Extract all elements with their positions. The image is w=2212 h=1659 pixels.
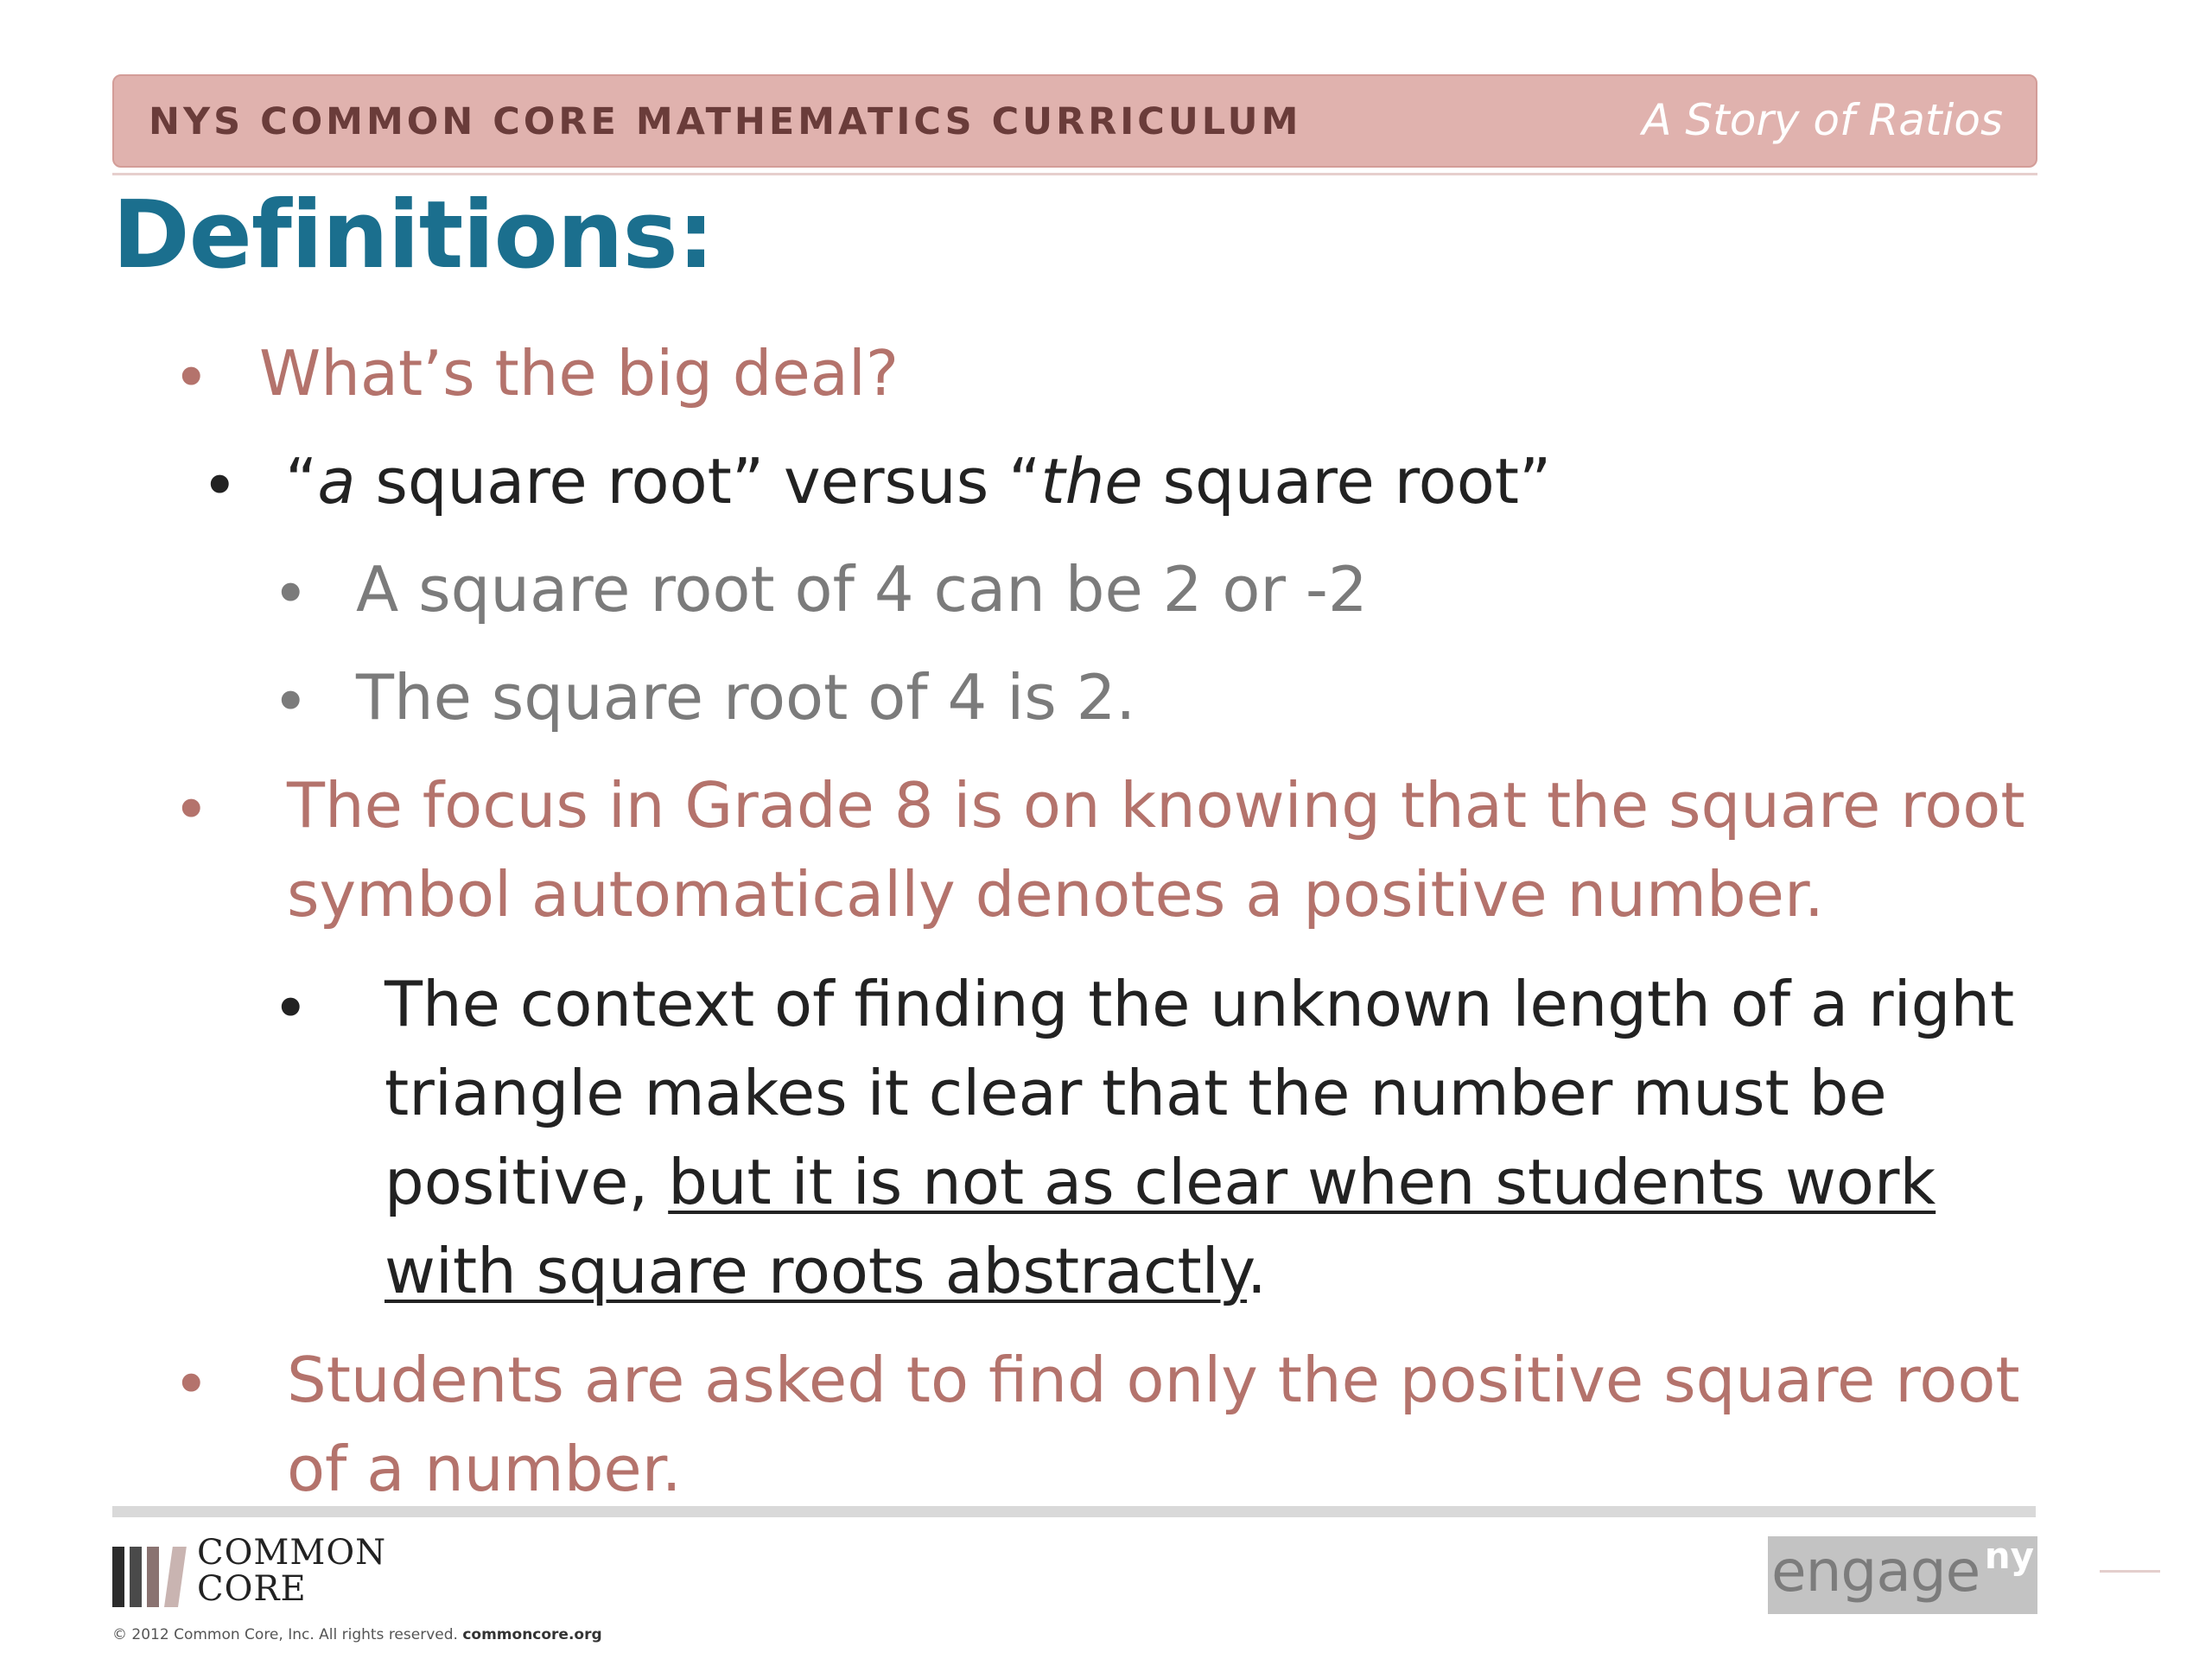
- bullet-marker: •: [173, 1348, 210, 1421]
- italic-the: the: [1040, 445, 1143, 518]
- logo-line2: CORE: [197, 1569, 307, 1609]
- curriculum-label: NYS COMMON CORE MATHEMATICS CURRICULUM: [149, 100, 1302, 143]
- bullet-marker: •: [201, 449, 238, 522]
- bullet-the-square-root: The square root of 4 is 2.: [356, 661, 1136, 734]
- bullet-focus-line2: symbol automatically denotes a positive number.: [287, 858, 1824, 931]
- bullet-students-line2: of a number.: [287, 1433, 682, 1505]
- bullet-marker: •: [272, 557, 309, 630]
- context-underlined: but it is not as clear when students work: [668, 1146, 1936, 1218]
- quote-open: “: [285, 445, 318, 518]
- bullet-students-line1: Students are asked to find only the positive square root: [287, 1344, 2020, 1416]
- bullet-context-line4: [385, 1235, 1267, 1307]
- bullet-marker: •: [272, 665, 309, 738]
- context-underlined-end: with square roots abstractly: [385, 1235, 1248, 1307]
- footer-divider: [112, 1506, 2036, 1517]
- header-divider: [112, 173, 2037, 175]
- bullet-marker: •: [272, 972, 309, 1045]
- context-plain: positive,: [385, 1146, 669, 1218]
- copyright-text: © 2012 Common Core, Inc. All rights reserved.: [112, 1626, 458, 1643]
- logo-line1: COMMON: [197, 1533, 387, 1573]
- engageny-logo: [1768, 1536, 2037, 1614]
- common-core-logo-icon: [112, 1547, 183, 1607]
- bullet-marker: •: [173, 773, 210, 846]
- context-period: .: [1247, 1235, 1267, 1307]
- bullet-a-vs-the: [285, 445, 1551, 518]
- copyright-site: commoncore.org: [462, 1626, 602, 1643]
- bullet-marker: •: [173, 341, 210, 414]
- bullet-context-line3: [385, 1146, 1936, 1218]
- bullet-context-line2: triangle makes it clear that the number must be: [385, 1057, 1887, 1129]
- slide-title: Definitions:: [112, 181, 715, 289]
- module-label: A Story of Ratios: [1642, 95, 2003, 145]
- engage-wordmark: engage: [1771, 1538, 1980, 1605]
- side-dash: [2100, 1570, 2160, 1573]
- bullet-a-square-root: A square root of 4 can be 2 or -2: [356, 553, 1368, 626]
- bullet-big-deal: What’s the big deal?: [259, 337, 899, 410]
- copyright: [112, 1626, 602, 1643]
- bullet-context-line1: The context of finding the unknown length of a right: [385, 968, 2015, 1040]
- bullet-focus-line1: The focus in Grade 8 is on knowing that the square root: [287, 769, 2025, 842]
- quote-end: square root”: [1142, 445, 1552, 518]
- italic-a: a: [317, 445, 356, 518]
- engage-superscript: ny: [1984, 1535, 2034, 1577]
- common-core-wordmark: [197, 1535, 386, 1607]
- header-band: [112, 74, 2037, 168]
- quote-middle: square root” versus “: [355, 445, 1041, 518]
